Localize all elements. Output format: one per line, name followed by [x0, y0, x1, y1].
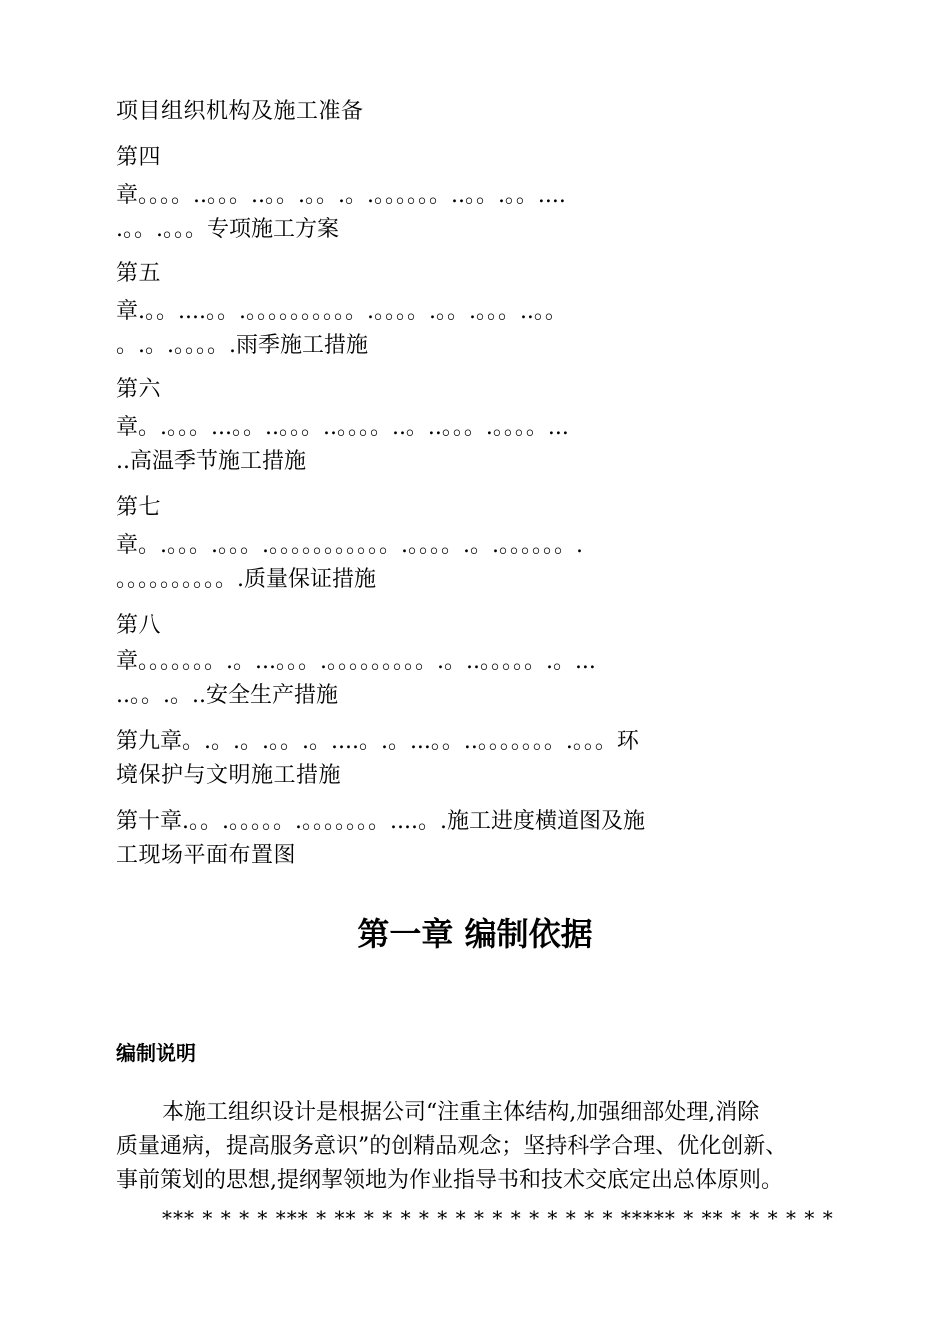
toc-chapter-9-line1: 第九章。.。.。.。。.。....。.。...。。..。。。。。。。.。。。环 [116, 729, 639, 754]
toc-chapter-6-label: 第六 [116, 377, 162, 402]
toc-chapter-8-title: ..。。.。..安全生产措施 [116, 683, 338, 708]
paragraph-line-1: 本施工组织设计是根据公司“注重主体结构,加强细部处理,消除 [162, 1100, 760, 1125]
toc-chapter-9-line2: 境保护与文明施工措施 [116, 763, 342, 788]
toc-chapter-7-leader: 章。.。。。.。。。.。。。。。。。。。。。.。。。。.。.。。。。。。. [116, 533, 583, 558]
toc-chapter-4-label: 第四 [116, 145, 162, 170]
toc-line: 项目组织机构及施工准备 [116, 99, 364, 124]
toc-chapter-10-line2: 工现场平面布置图 [116, 843, 297, 868]
toc-chapter-5-leader: 章.。。....。。.。。。。。。。。。。.。。。。.。。.。。。..。。 [116, 299, 567, 324]
toc-chapter-8-leader: 章。。。。。。。.。...。。。.。。。。。。。。。.。..。。。。。.。... [116, 649, 596, 674]
asterisk-separator: *** * * * * *** * ** * * * * * * * * * * * * * * ***** * ** * * * * * * [162, 1206, 834, 1230]
toc-chapter-6-leader: 章。.。。。...。。..。。。..。。。。..。..。。。.。。。。... [116, 415, 569, 440]
chapter-title: 第一章 编制依据 [357, 915, 593, 953]
toc-chapter-7-title: 。。。。。。。。。。.质量保证措施 [116, 567, 376, 592]
toc-chapter-4-leader: 章。。。。..。。。..。。.。。.。.。。。。。。..。。.。。.... [116, 183, 566, 208]
toc-chapter-5-label: 第五 [116, 261, 162, 286]
toc-chapter-6-title: ..高温季节施工措施 [116, 449, 306, 474]
toc-chapter-8-label: 第八 [116, 613, 162, 638]
toc-chapter-5-title: 。.。.。。。。.雨季施工措施 [116, 333, 368, 358]
paragraph-line-2: 质量通病，提高服务意识”的创精品观念；坚持科学合理、优化创新、 [116, 1134, 788, 1159]
toc-chapter-7-label: 第七 [116, 495, 162, 520]
toc-chapter-10-line1: 第十章.。。.。。。。。.。。。。。。。....。.施工进度横道图及施 [116, 809, 645, 834]
paragraph-line-3: 事前策划的思想,提纲挈领地为作业指导书和技术交底定出总体原则。 [116, 1168, 783, 1193]
section-title: 编制说明 [116, 1041, 196, 1065]
toc-chapter-4-title: .。。.。。。专项施工方案 [116, 217, 339, 242]
